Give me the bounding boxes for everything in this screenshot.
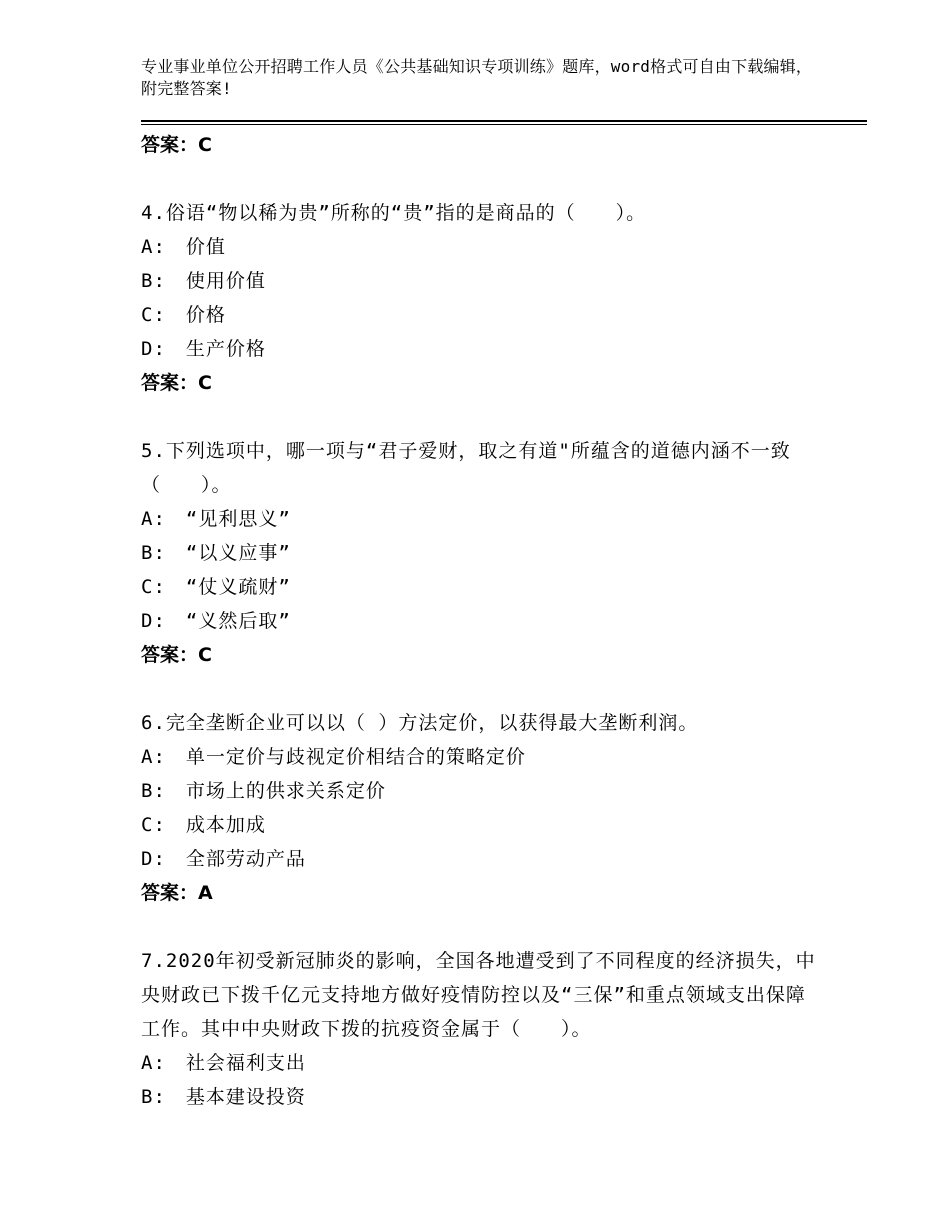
question-list	[141, 128, 821, 1114]
question-stem: 6.完全垄断企业可以以（ ）方法定价，以获得最大垄断利润。	[141, 712, 699, 734]
option-a: A: 价值	[141, 236, 226, 258]
option-a: A: “见利思义”	[141, 508, 291, 530]
option-a: A: 社会福利支出	[141, 1052, 306, 1074]
option-d: D: 生产价格	[141, 338, 266, 360]
question-stem: 4.俗语“物以稀为贵”所称的“贵”指的是商品的（ ）。	[141, 202, 647, 224]
answer-line: 答案：C	[141, 134, 212, 156]
header-rule-thick	[141, 120, 867, 122]
page-header: 专业事业单位公开招聘工作人员《公共基础知识专项训练》题库，word格式可自由下载编辑，附完整答案!	[141, 57, 813, 98]
option-a: A: 单一定价与歧视定价相结合的策略定价	[141, 746, 526, 768]
option-d: D: 全部劳动产品	[141, 848, 306, 870]
answer-line: 答案：C	[141, 644, 212, 666]
option-c: C: 价格	[141, 304, 226, 326]
header-rule-thin	[141, 124, 867, 125]
option-b: B: 基本建设投资	[141, 1086, 306, 1108]
question-7	[141, 944, 821, 1114]
option-b: B: 市场上的供求关系定价	[141, 780, 386, 802]
question-5	[141, 434, 821, 672]
answer-line: 答案：C	[141, 372, 212, 394]
question-6	[141, 706, 821, 910]
question-stem: 7.2020年初受新冠肺炎的影响，全国各地遭受到了不同程度的经济损失，中央财政已下拨千亿元支持地方做好疫情防控以及“三保”和重点领域支出保障工作。其中中央财政下拨的抗疫资金属于（ ）。	[141, 950, 816, 1040]
option-b: B: “以义应事”	[141, 542, 291, 564]
question-4	[141, 196, 821, 400]
option-c: C: “仗义疏财”	[141, 576, 291, 598]
option-d: D: “义然后取”	[141, 610, 291, 632]
answer-line: 答案：A	[141, 882, 213, 904]
option-c: C: 成本加成	[141, 814, 266, 836]
question-stem: 5.下列选项中，哪一项与“君子爱财，取之有道"所蕴含的道德内涵不一致（ ）。	[141, 440, 791, 496]
option-b: B: 使用价值	[141, 270, 266, 292]
